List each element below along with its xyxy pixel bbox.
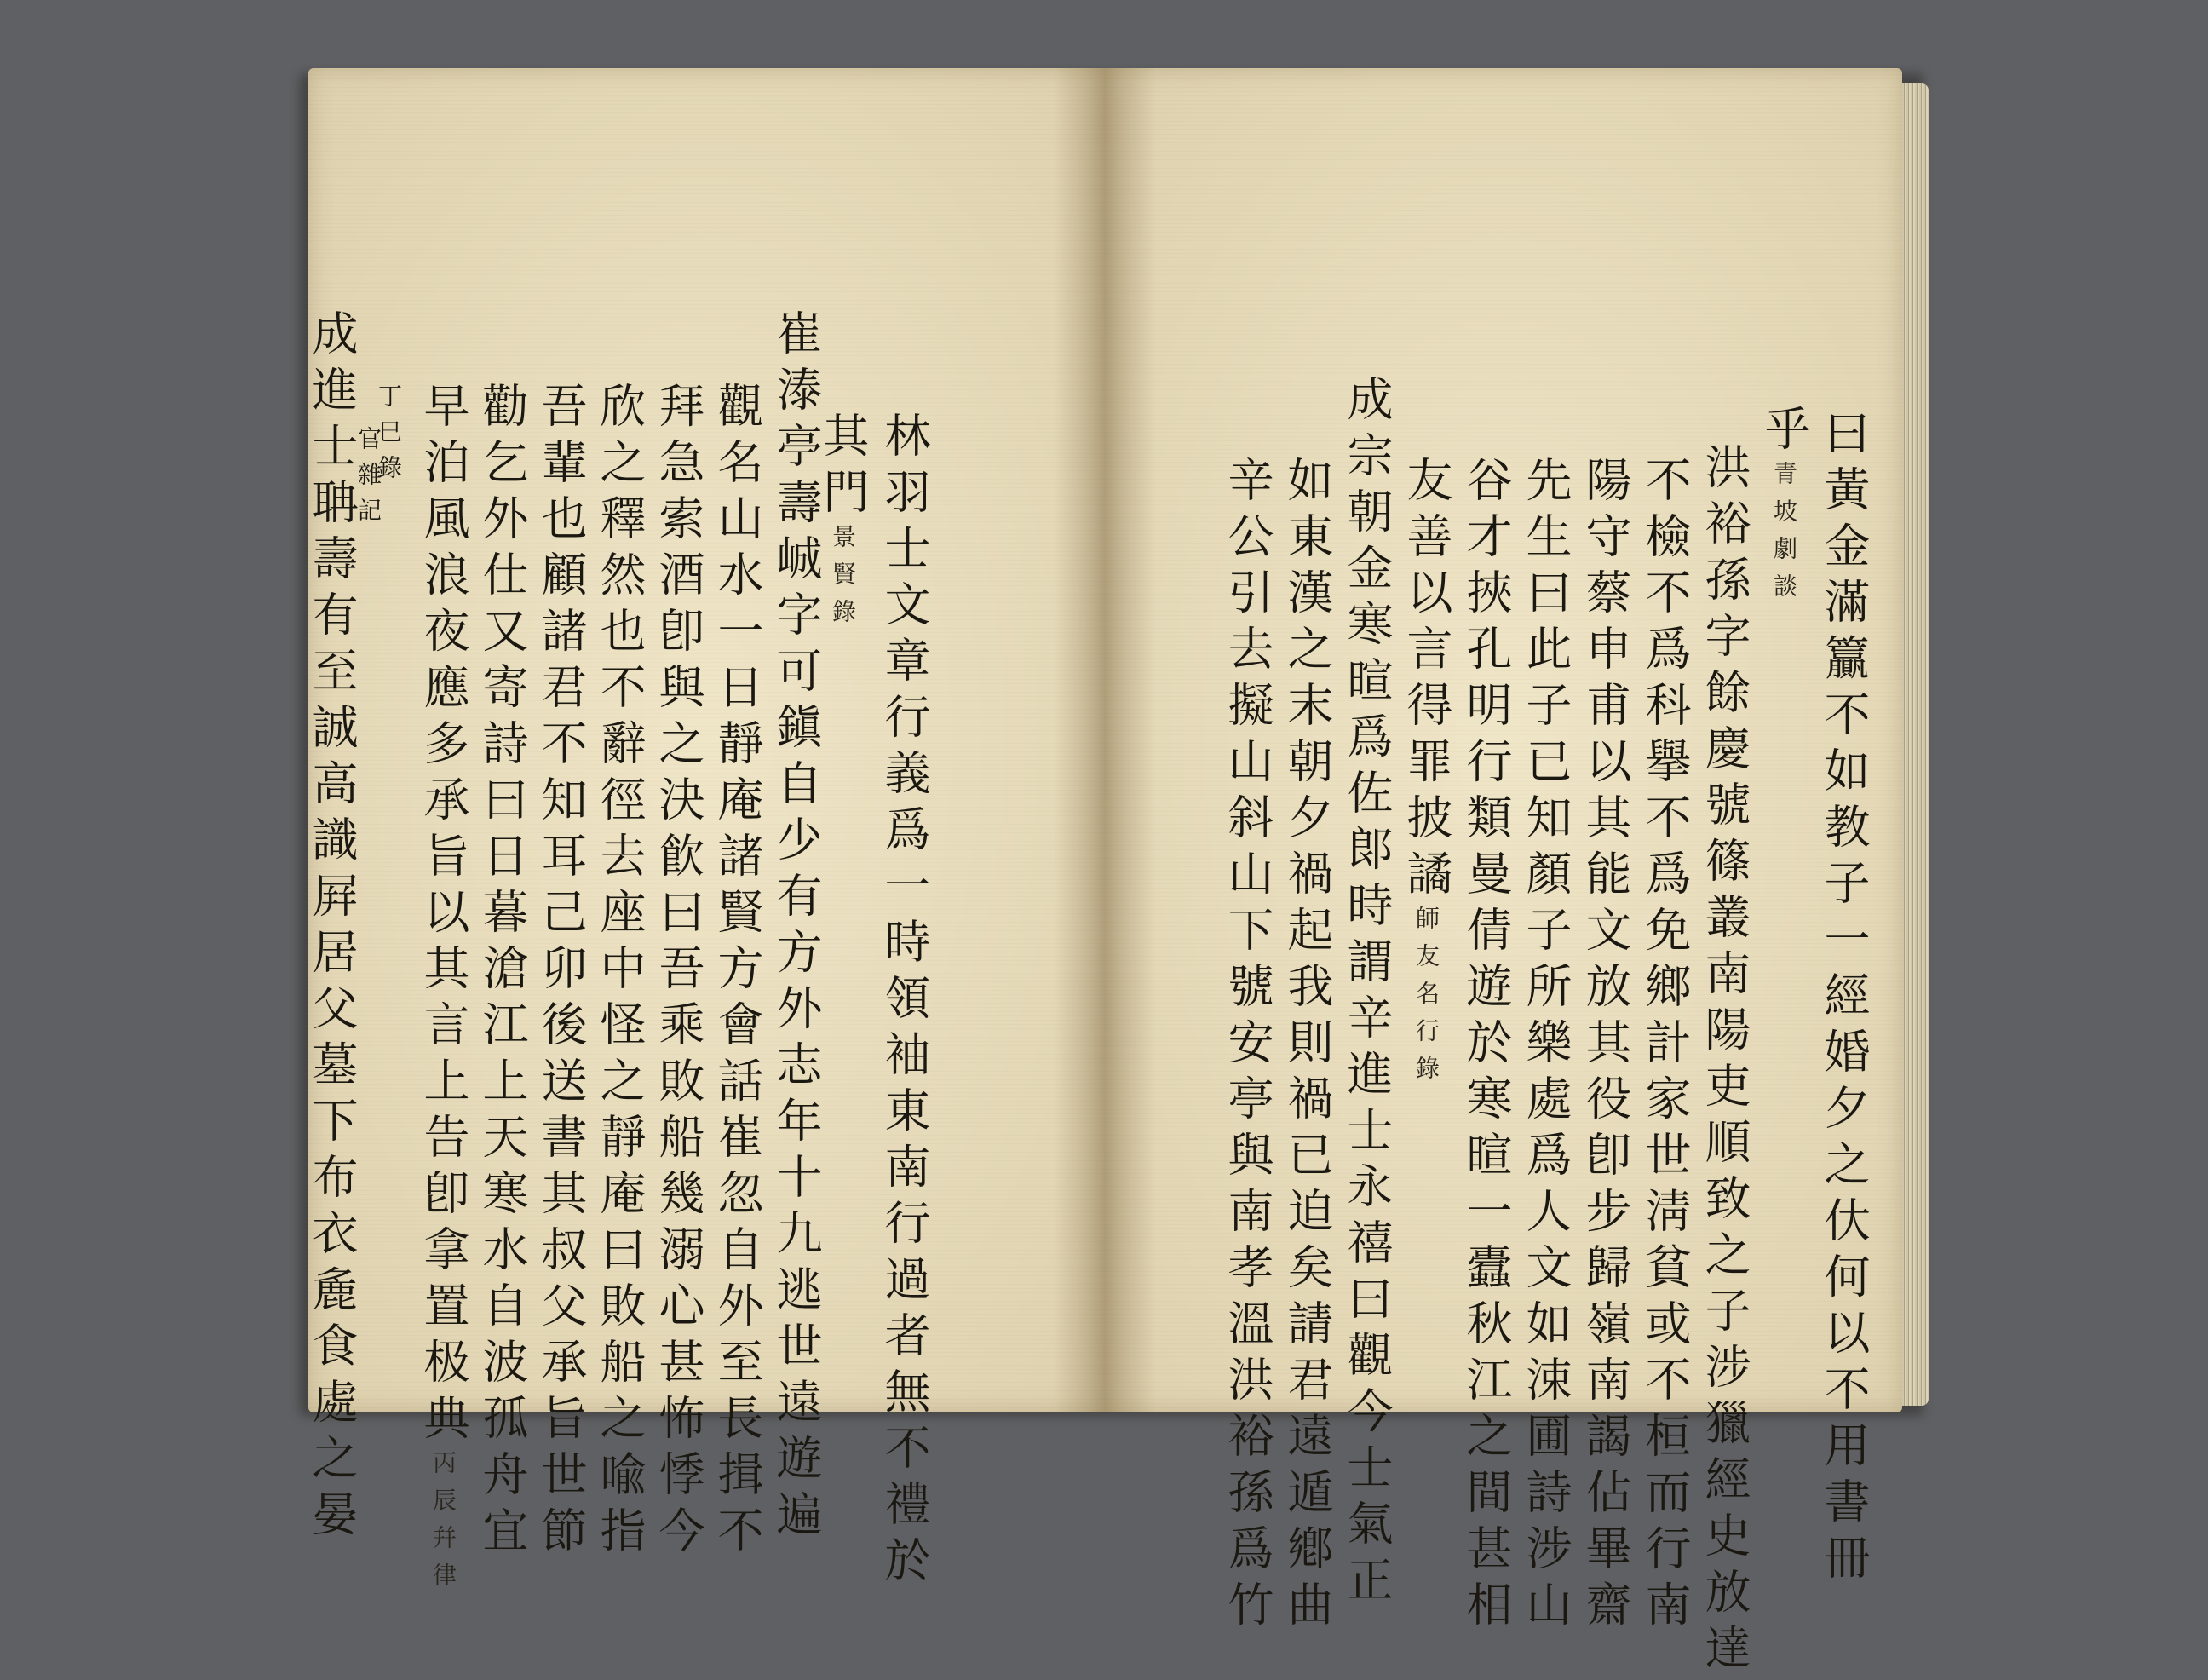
column-text: 欣之釋然也不辭徑去座中怪之靜庵曰敗船之喩指	[593, 382, 647, 1562]
left-page-column	[816, 411, 870, 636]
left-page-column	[710, 382, 764, 1562]
right-page	[1105, 68, 1902, 1680]
right-page-column	[1519, 456, 1573, 1637]
column-text: 曰黃金滿籯不如教子一經婚夕之㐲何以不用書冊	[1817, 409, 1871, 1590]
source-note: 青坡劇談	[1770, 461, 1798, 611]
right-page-column	[1340, 375, 1394, 1612]
left-page-column	[417, 382, 470, 1600]
right-page-column	[1698, 443, 1751, 1680]
column-text: 觀名山水一日靜庵諸賢方會話崔忽自外至長揖不	[710, 382, 764, 1562]
right-page-column	[1221, 456, 1274, 1637]
source-note: 丙辰幷律	[429, 1450, 457, 1600]
left-page-column	[769, 309, 823, 1546]
left-page-column	[877, 411, 931, 1592]
right-page-column	[1757, 405, 1811, 611]
right-page-column	[1638, 456, 1692, 1637]
column-text: 辛公引去擬山斜山下號安亭與南孝溫洪裕孫爲竹	[1221, 456, 1274, 1637]
left-page-column	[475, 382, 529, 1562]
column-text: 谷才挾孔明行類曼倩遊於寒暄一蠹秋江之間甚相	[1459, 456, 1513, 1637]
gutter-shadow-right	[1105, 68, 1156, 1412]
right-page-column	[1280, 456, 1334, 1637]
column-text: 拜急索酒卽與之決飮曰吾乘敗船幾溺心甚怖悸今	[652, 382, 705, 1562]
column-text: 洪裕孫字餘慶號篠叢南陽吏順致之子涉獵經史放達	[1698, 443, 1751, 1680]
left-page-column	[534, 382, 588, 1562]
column-text: 不檢不爲科擧不爲免鄉計家世淸貧或不桓而行南	[1638, 456, 1692, 1637]
right-page-column	[1400, 456, 1453, 1093]
source-note: 師友名行錄	[1412, 906, 1440, 1093]
column-text: 勸乞外仕又寄詩曰日暮滄江上天寒水自波孤舟宜	[475, 382, 529, 1562]
left-page-column	[305, 309, 359, 1546]
left-page-column	[593, 382, 647, 1562]
source-note: 景賢錄	[829, 524, 857, 636]
left-page-column	[652, 382, 705, 1562]
column-text: 官雜記	[354, 426, 382, 533]
left-page-column	[356, 426, 380, 533]
right-page-column	[1817, 409, 1871, 1590]
left-page	[305, 68, 1105, 1600]
column-text: 友善以言得罪披譎	[1400, 456, 1453, 906]
page-edges	[1898, 83, 1929, 1406]
column-text: 其門	[816, 411, 870, 524]
column-text: 成進士聃壽有至誠高識屛居父墓下布衣麁食處之晏	[305, 309, 359, 1546]
column-text: 先生曰此子已知顏子所樂處爲人文如涑圃詩涉山	[1519, 456, 1573, 1637]
right-page-column	[1578, 456, 1632, 1637]
column-text: 崔溙亭壽峸字可鎭自少有方外志年十九逃世遠遊遍	[769, 309, 823, 1546]
column-text: 吾輩也顧諸君不知耳己卯後送書其叔父承旨世節	[534, 382, 588, 1562]
column-text: 丁巳錄	[375, 383, 403, 491]
column-text: 成宗朝金寒暄爲佐郞時謂辛進士永禧曰觀今士氣正	[1340, 375, 1394, 1612]
column-text: 林羽士文章行義爲一時領袖東南行過者無不禮於	[877, 411, 931, 1592]
column-text: 乎	[1757, 405, 1811, 461]
column-text: 如東漢之末朝夕禍起我則禍已迫矣請君遠遁鄕曲	[1280, 456, 1334, 1637]
gutter-shadow-left	[1054, 68, 1105, 1412]
column-text: 早泊風浪夜應多承旨以其言上告卽拿置极典	[417, 382, 470, 1450]
right-page-column	[1459, 456, 1513, 1637]
column-text: 陽守蔡申甫以其能文放其役卽步歸嶺南謁佔畢齋	[1578, 456, 1632, 1637]
